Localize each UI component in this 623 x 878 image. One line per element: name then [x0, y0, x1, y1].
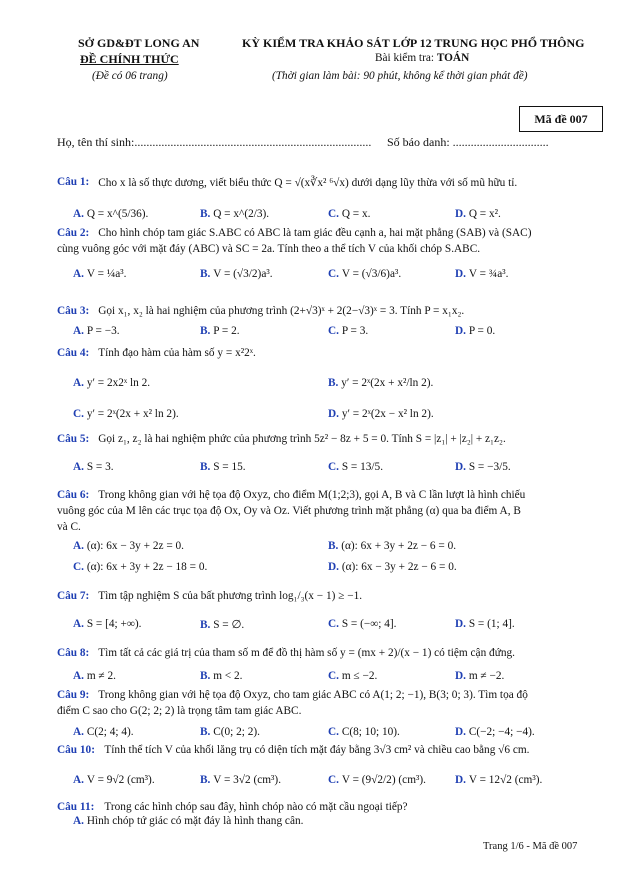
option-key: D.: [328, 408, 342, 420]
option-value: Q = x^(5/36).: [86, 208, 149, 220]
answer-option: [73, 408, 179, 420]
question-label: Câu 10:: [57, 744, 95, 756]
option-value: m ≠ −2.: [468, 670, 505, 682]
option-key: A.: [73, 618, 87, 630]
option-key: B.: [200, 268, 214, 280]
answer-option: [200, 461, 246, 473]
option-value: y′ = 2ˣ(2x − x² ln 2).: [341, 408, 434, 420]
option-key: B.: [200, 461, 214, 473]
option-key: C.: [73, 561, 87, 573]
answer-option: [328, 561, 457, 573]
answer-option: [328, 461, 383, 473]
answer-option: [328, 268, 401, 280]
option-value: P = 0.: [468, 325, 496, 337]
subject-name: TOÁN: [436, 52, 470, 64]
option-value: (α): 6x − 3y + 2z = 0.: [86, 540, 185, 552]
option-value: (α): 6x + 3y + 2z − 6 = 0.: [341, 540, 457, 552]
time-note: (Thời gian làm bài: 90 phút, không kể thời gian phát đề): [272, 70, 528, 82]
answer-option: [73, 726, 134, 738]
option-key: B.: [328, 377, 342, 389]
answer-option: [455, 325, 495, 337]
option-value: (α): 6x − 3y + 2z − 6 = 0.: [341, 561, 457, 573]
option-key: A.: [73, 815, 87, 827]
answer-option: [73, 618, 142, 630]
option-value: P = 2.: [213, 325, 240, 337]
question-text-line2: cùng vuông góc với mặt đáy (ABC) và SC = 2a. Tính theo a thể tích V của khối chóp S.ABC.: [57, 243, 481, 255]
option-key: A.: [73, 325, 87, 337]
option-value: S = 3.: [86, 461, 114, 473]
exam-code: Mã đề 007: [534, 112, 588, 126]
answer-option: [328, 408, 434, 420]
option-key: D.: [455, 208, 469, 220]
question-label: Câu 6:: [57, 489, 90, 501]
answer-option: [200, 208, 269, 220]
answer-option: [328, 325, 368, 337]
answer-option: [73, 268, 126, 280]
option-value: V = (√3/6)a³.: [341, 268, 402, 280]
option-value: C(−2; −4; −4).: [468, 726, 535, 738]
option-key: C.: [328, 726, 342, 738]
question-text: Tính thể tích V của khối lăng trụ có diện tích mặt đáy bằng 3√3 cm² và chiều cao bằng √6 cm.: [104, 744, 530, 756]
option-value: V = (9√2/2) (cm³).: [341, 774, 426, 786]
answer-option: [455, 268, 508, 280]
page-footer: Trang 1/6 - Mã đề 007: [483, 841, 578, 852]
answer-option: [455, 726, 535, 738]
option-key: D.: [455, 726, 469, 738]
option-value: S = 15.: [213, 461, 246, 473]
subject-line: [375, 52, 469, 64]
answer-option: [73, 208, 148, 220]
option-key: D.: [455, 618, 469, 630]
option-key: B.: [200, 619, 214, 631]
option-value: Q = x².: [468, 208, 501, 220]
question-text: Gọi x₁, x₂ là hai nghiệm của phương trình (2+√3)ˣ + 2(2−√3)ˣ = 3. Tính P = x₁x₂.: [98, 305, 465, 317]
option-value: y′ = 2ˣ(2x + x²/ln 2).: [341, 377, 434, 389]
option-value: V = ¼a³.: [86, 268, 127, 280]
answer-option: [328, 377, 433, 389]
option-key: B.: [200, 208, 214, 220]
question-text: Cho x là số thực dương, viết biểu thức Q = √(x∛x² ⁶√x) dưới dạng lũy thừa với số mũ hữu tỉ.: [98, 177, 518, 189]
official-label: ĐỀ CHÍNH THỨC: [80, 52, 179, 66]
question-label: Câu 1:: [57, 176, 90, 188]
option-key: B.: [200, 670, 214, 682]
answer-option: [455, 461, 511, 473]
answer-option: [73, 540, 184, 552]
option-key: C.: [328, 208, 342, 220]
answer-option: [73, 815, 303, 827]
option-value: S = −3/5.: [468, 461, 511, 473]
option-key: A.: [73, 774, 87, 786]
option-value: Q = x.: [341, 208, 371, 220]
option-value: y′ = 2x2ˣ ln 2.: [86, 377, 151, 389]
option-value: Hình chóp tứ giác có mặt đáy là hình thang cân.: [86, 815, 304, 827]
student-id-field: Số báo danh: ................................: [387, 135, 549, 149]
option-key: D.: [455, 325, 469, 337]
option-key: B.: [328, 540, 342, 552]
exam-code-box: [519, 106, 603, 132]
question-text: Tìm tập nghiệm S của bất phương trình log₁/₃(x − 1) ≥ −1.: [98, 590, 363, 602]
question-text: Trong các hình chóp sau đây, hình chóp nào có mặt cầu ngoại tiếp?: [104, 801, 408, 813]
question-label: Câu 7:: [57, 590, 90, 602]
answer-option: [200, 268, 273, 280]
question-label: Câu 2:: [57, 227, 90, 239]
option-key: A.: [73, 268, 87, 280]
answer-option: [200, 774, 281, 786]
option-value: Q = x^(2/3).: [213, 208, 270, 220]
option-value: m ≠ 2.: [86, 670, 116, 682]
subject-prefix: Bài kiểm tra:: [375, 52, 437, 64]
option-key: B.: [200, 325, 214, 337]
option-key: D.: [328, 561, 342, 573]
option-value: V = (√3/2)a³.: [213, 268, 273, 280]
question-label: Câu 3:: [57, 305, 90, 317]
option-value: P = −3.: [86, 325, 120, 337]
question-label: Câu 5:: [57, 433, 90, 445]
answer-option: [73, 461, 114, 473]
answer-option: [328, 670, 377, 682]
answer-option: [200, 618, 244, 631]
option-key: A.: [73, 208, 87, 220]
answer-option: [455, 774, 542, 786]
option-key: A.: [73, 540, 87, 552]
option-value: m < 2.: [213, 670, 243, 682]
question-text: Gọi z₁, z₂ là hai nghiệm phức của phương trình 5z² − 8z + 5 = 0. Tính S = |z₁| + |z₂| + z₁z₂.: [98, 433, 506, 445]
answer-option: [73, 325, 120, 337]
option-value: C(8; 10; 10).: [341, 726, 400, 738]
option-key: C.: [328, 268, 342, 280]
answer-option: [455, 618, 515, 630]
question-label: Câu 9:: [57, 689, 90, 701]
option-key: C.: [328, 670, 342, 682]
answer-option: [73, 774, 155, 786]
answer-option: [73, 561, 207, 573]
option-key: C.: [73, 408, 87, 420]
student-name-field: Họ, tên thí sinh:...............................................................................: [57, 135, 372, 149]
option-key: B.: [200, 774, 214, 786]
option-value: (α): 6x + 3y + 2z − 18 = 0.: [86, 561, 208, 573]
question-text: Tính đạo hàm của hàm số y = x²2ˣ.: [98, 347, 256, 359]
option-key: A.: [73, 726, 87, 738]
department-name: SỞ GD&ĐT LONG AN: [78, 36, 200, 50]
answer-option: [200, 726, 260, 738]
question-text-line2: điểm C sao cho G(2; 2; 2) là trọng tâm tam giác ABC.: [57, 705, 302, 717]
question-text: Trong không gian với hệ tọa độ Oxyz, cho tam giác ABC có A(1; 2; −1), B(3; 0; 3). Tìm tọa độ: [98, 689, 528, 701]
question-text: Cho hình chóp tam giác S.ABC có ABC là tam giác đều cạnh a, hai mặt phẳng (SAB) và (SAC): [98, 227, 532, 239]
question-label: Câu 11:: [57, 801, 95, 813]
option-key: C.: [328, 325, 342, 337]
option-key: A.: [73, 377, 87, 389]
answer-option: [455, 670, 504, 682]
page-count-note: (Đề có 06 trang): [92, 70, 168, 82]
option-key: D.: [455, 268, 469, 280]
question-text: Trong không gian với hệ tọa độ Oxyz, cho điểm M(1;2;3), gọi A, B và C lần lượt là hình chiếu: [98, 489, 526, 501]
option-key: A.: [73, 670, 87, 682]
option-value: P = 3.: [341, 325, 369, 337]
question-label: Câu 4:: [57, 347, 90, 359]
question-text: Tìm tất cả các giá trị của tham số m để đồ thị hàm số y = (mx + 2)/(x − 1) có tiệm cận đứng.: [98, 647, 515, 659]
option-value: S = ∅.: [213, 619, 245, 631]
option-value: C(0; 2; 2).: [213, 726, 260, 738]
option-value: y′ = 2ˣ(2x + x² ln 2).: [86, 408, 179, 420]
question-label: Câu 8:: [57, 647, 90, 659]
option-value: S = (−∞; 4].: [341, 618, 397, 630]
answer-option: [328, 726, 400, 738]
option-value: V = 12√2 (cm³).: [468, 774, 543, 786]
answer-option: [200, 325, 240, 337]
answer-option: [73, 377, 150, 389]
answer-option: [328, 774, 426, 786]
option-value: V = ¾a³.: [468, 268, 509, 280]
answer-option: [200, 670, 242, 682]
option-key: B.: [200, 726, 214, 738]
option-value: V = 3√2 (cm³).: [213, 774, 282, 786]
option-value: C(2; 4; 4).: [86, 726, 134, 738]
question-text-line3: và C.: [57, 521, 81, 533]
option-key: C.: [328, 461, 342, 473]
answer-option: [328, 208, 370, 220]
answer-option: [73, 670, 116, 682]
question-text-line2: vuông góc của M lên các trục tọa độ Ox, Oy và Oz. Viết phương trình mặt phẳng (α) qua ba điểm A, B: [57, 505, 521, 517]
option-value: S = 13/5.: [341, 461, 384, 473]
option-value: V = 9√2 (cm³).: [86, 774, 155, 786]
option-value: S = [4; +∞).: [86, 618, 142, 630]
option-key: D.: [455, 670, 469, 682]
option-key: A.: [73, 461, 87, 473]
option-value: S = (1; 4].: [468, 618, 515, 630]
option-key: D.: [455, 461, 469, 473]
option-key: C.: [328, 618, 342, 630]
answer-option: [328, 540, 456, 552]
option-key: D.: [455, 774, 469, 786]
answer-option: [328, 618, 397, 630]
answer-option: [455, 208, 501, 220]
exam-title: KỲ KIỂM TRA KHẢO SÁT LỚP 12 TRUNG HỌC PHỔ THÔNG: [242, 36, 585, 50]
option-value: m ≤ −2.: [341, 670, 378, 682]
option-key: C.: [328, 774, 342, 786]
